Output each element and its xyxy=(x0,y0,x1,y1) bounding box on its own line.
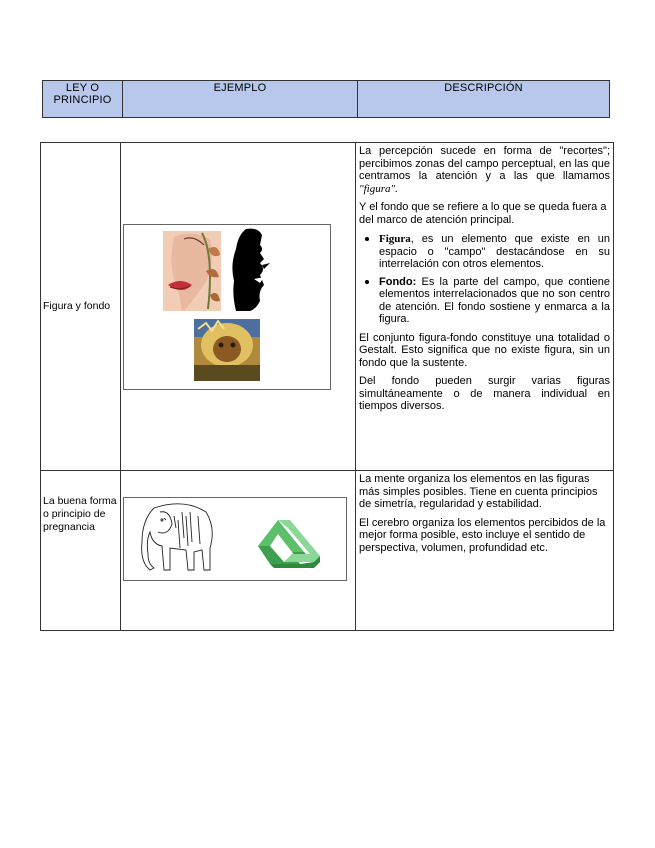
description-paragraph: El conjunto figura-fondo constituye una totalidad o Gestalt. Esto significa que no existe figura, sin un fondo que la sustente. xyxy=(359,331,610,369)
lion-painting-picture xyxy=(194,319,260,381)
bullet-list xyxy=(359,232,610,326)
principles-table xyxy=(40,142,614,631)
law-cell: Figura y fondo xyxy=(41,143,121,471)
example-cell xyxy=(121,471,356,631)
description-paragraph: Del fondo pueden surgir varias figuras simultáneamente o de manera individual en tiempos diversos. xyxy=(359,375,610,412)
description-paragraph: La percepción sucede en forma de "recortes"; percibimos zonas del campo perceptual, en las que centramos la atención y a las que llamamos "figura". xyxy=(359,145,610,195)
list-item: • Fondo: Es la parte del campo, que contiene elementos interrelacionados que no son centro de atención. El fondo sostiene y enmarca a la figura. xyxy=(379,275,610,326)
impossible-triangle-picture xyxy=(258,520,320,568)
example-cell xyxy=(121,143,356,471)
header-example: EJEMPLO xyxy=(123,81,358,118)
description-paragraph: El cerebro organiza los elementos percibidos de la mejor forma posible, esto incluye el sentido de perspectiva, volumen, profundidad etc. xyxy=(359,516,606,554)
silhouette-picture xyxy=(232,228,270,310)
figure-ground-illustration xyxy=(124,225,330,389)
list-item: • Figura, es un elemento que existe en un espacio o "campo" destacándose en su interrelación con otros elementos. xyxy=(379,232,610,271)
figure-ground-image xyxy=(123,224,331,390)
header-description: DESCRIPCIÓN xyxy=(358,81,610,118)
description-cell xyxy=(356,143,614,471)
description-paragraph: Y el fondo que se refiere a lo que se queda fuera a del marco de atención principal. xyxy=(359,201,607,226)
good-form-image xyxy=(123,497,347,581)
table-header xyxy=(42,80,610,118)
description-cell xyxy=(356,471,614,631)
face-flower-picture xyxy=(163,231,221,311)
elephant-sketch-picture xyxy=(142,504,213,570)
table-row xyxy=(41,471,614,631)
table-row xyxy=(41,143,614,471)
description-paragraph: La mente organiza los elementos en las figuras más simples posibles. Tiene en cuenta principios de simetría, regularidad y estabilidad. xyxy=(359,473,598,510)
good-form-illustration xyxy=(124,498,346,580)
header-law: LEY O PRINCIPIO xyxy=(43,81,123,118)
law-cell: La buena forma o principio de pregnancia xyxy=(41,471,121,631)
